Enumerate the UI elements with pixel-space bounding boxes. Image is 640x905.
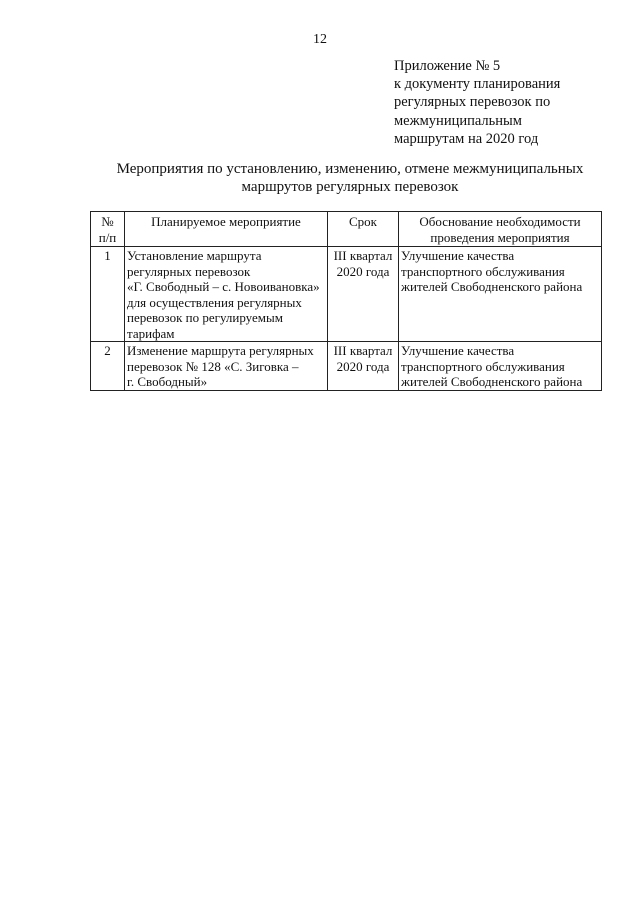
header-line: Срок: [349, 214, 377, 229]
cell-line: перевозок № 128 «С. Зиговка –: [127, 358, 299, 374]
cell-line: 2020 года: [336, 263, 390, 279]
table-row: [91, 342, 602, 391]
cell-line: Изменение маршрута регулярных: [127, 343, 314, 358]
page-number: 12: [313, 32, 327, 47]
title-line: Мероприятия по установлению, изменению, отмене межмуниципальных: [116, 161, 584, 177]
cell-line: транспортного обслуживания: [401, 358, 565, 374]
cell-line: Установление маршрута: [127, 248, 262, 263]
header-line: Планируемое мероприятие: [151, 214, 301, 229]
cell-line: г. Свободный»: [127, 374, 208, 389]
cell-term: [328, 247, 399, 342]
appendix-line: Приложение № 5: [394, 58, 501, 74]
header-reason: [399, 212, 602, 247]
appendix-line: регулярных перевозок по: [394, 94, 551, 111]
cell-reason: [399, 247, 602, 342]
table-row: [91, 247, 602, 342]
cell-line: регулярных перевозок: [127, 263, 251, 279]
cell-line: III квартал: [333, 343, 393, 358]
measures-table: [90, 211, 602, 391]
header-action: [125, 212, 328, 247]
cell-line: «Г. Свободный – с. Новоивановка»: [127, 279, 320, 294]
appendix-note: [394, 57, 624, 148]
header-line: Обоснование необходимости: [419, 214, 581, 229]
title-line: маршрутов регулярных перевозок: [241, 179, 459, 195]
appendix-line: межмуниципальным: [394, 112, 522, 129]
cell-line: III квартал: [333, 248, 393, 263]
cell-line: Улучшение качества: [401, 343, 515, 358]
cell-reason: [399, 342, 602, 391]
header-line: проведения мероприятия: [430, 229, 570, 245]
cell-line: жителей Свободненского района: [401, 374, 583, 389]
cell-number: 1: [91, 247, 125, 342]
cell-line: жителей Свободненского района: [401, 279, 583, 294]
cell-number: 2: [91, 342, 125, 391]
header-number: [91, 212, 125, 247]
header-term: [328, 212, 399, 247]
appendix-line: к документу планирования: [394, 76, 561, 93]
cell-line: транспортного обслуживания: [401, 263, 565, 279]
cell-action: [125, 342, 328, 391]
header-line: п/п: [98, 229, 117, 245]
cell-action: [125, 247, 328, 342]
cell-line: 2020 года: [336, 358, 390, 374]
document-title: [90, 160, 610, 196]
header-line: №: [101, 214, 114, 229]
cell-line: для осуществления регулярных: [127, 294, 302, 310]
cell-line: тарифам: [127, 325, 175, 341]
cell-line: Улучшение качества: [401, 248, 515, 263]
cell-line: перевозок по регулируемым: [127, 310, 283, 325]
cell-term: [328, 342, 399, 391]
appendix-line: маршрутам на 2020 год: [394, 130, 539, 147]
table-header-row: [91, 212, 602, 247]
